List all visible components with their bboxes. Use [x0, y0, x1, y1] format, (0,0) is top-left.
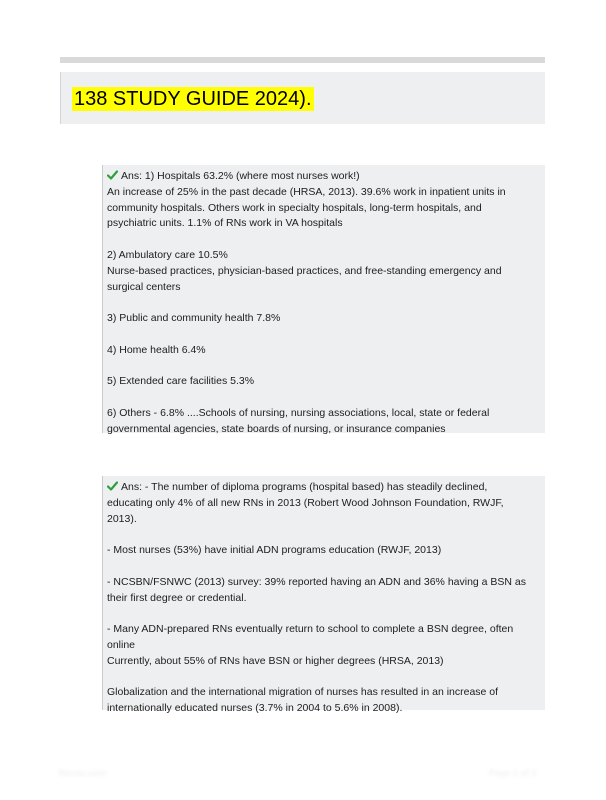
- answer-text: 6) Others - 6.8% ....Schools of nursing, nursing associations, local, state or federal: [107, 406, 490, 419]
- answer-line: [107, 622, 539, 638]
- answer-line: [107, 406, 539, 422]
- answer-paragraph: [107, 685, 539, 717]
- answer-line: [107, 374, 539, 390]
- check-icon: [107, 170, 118, 180]
- answer-box-2: [102, 476, 545, 715]
- answer-line: [107, 216, 539, 232]
- answer-text: 5) Extended care facilities 5.3%: [107, 375, 255, 388]
- answer-paragraph: [107, 406, 539, 438]
- answer-text: 4) Home health 6.4%: [107, 343, 206, 356]
- answer-text: - Most nurses (53%) have initial ADN programs education (RWJF, 2013): [107, 544, 442, 557]
- answer-line: [107, 185, 539, 201]
- answer-paragraph: [107, 169, 539, 232]
- answer-text: surgical centers: [107, 280, 181, 293]
- answer-line: [107, 343, 539, 359]
- answer-line: [107, 201, 539, 217]
- answer-line: [107, 169, 539, 185]
- answer-text: psychiatric units. 1.1% of RNs work in VA hospitals: [107, 217, 343, 230]
- answer-line: [107, 543, 539, 559]
- answer-text: Currently, about 55% of RNs have BSN or higher degrees (HRSA, 2013): [107, 654, 444, 667]
- answer-line: [107, 685, 539, 701]
- answer-line: [107, 311, 539, 327]
- answer-paragraph: [107, 480, 539, 527]
- title-box: [60, 72, 545, 124]
- answer-text: - Many ADN-prepared RNs eventually return to school to complete a BSN degree, often: [107, 623, 514, 636]
- answer-paragraph: [107, 311, 539, 327]
- answer-line: [107, 512, 539, 528]
- answer-line: [107, 422, 539, 438]
- answer-line: [107, 496, 539, 512]
- footer-site-name: Stuvia.com: [58, 768, 107, 778]
- footer-page-number: Page 1 of 2: [489, 768, 537, 778]
- answer-paragraph: [107, 374, 539, 390]
- answer-text: Ans: - The number of diploma programs (hospital based) has steadily declined,: [121, 481, 488, 493]
- answer-text: - NCSBN/FSNWC (2013) survey: 39% reported having an ADN and 36% having a BSN as: [107, 575, 527, 588]
- answer-line: [107, 654, 539, 670]
- answer-text: Nurse-based practices, physician-based practices, and free-standing emergency and: [107, 264, 502, 277]
- answer-text: 2013).: [107, 512, 137, 525]
- answer-paragraph: [107, 543, 539, 559]
- answer-text: 3) Public and community health 7.8%: [107, 312, 281, 325]
- answer-line: [107, 248, 539, 264]
- answer-paragraph: [107, 343, 539, 359]
- answer-paragraph: [107, 248, 539, 295]
- answer-text: their first degree or credential.: [107, 591, 247, 604]
- answer-text: Globalization and the international migration of nurses has resulted in an increase of: [107, 686, 499, 699]
- answer-box-1: [102, 165, 545, 433]
- answer-text: An increase of 25% in the past decade (HRSA, 2013). 39.6% work in inpatient units in: [107, 185, 506, 198]
- answer-line: [107, 638, 539, 654]
- answer-paragraph: [107, 622, 539, 669]
- answer-text: educating only 4% of all new RNs in 2013 (Robert Wood Johnson Foundation, RWJF,: [107, 496, 504, 509]
- answer-text: 2) Ambulatory care 10.5%: [107, 248, 228, 261]
- answer-line: [107, 280, 539, 296]
- answer-line: [107, 575, 539, 591]
- answer-text: governmental agencies, state boards of nursing, or insurance companies: [107, 422, 446, 435]
- top-rule: [60, 57, 545, 63]
- answer-line: [107, 701, 539, 717]
- answer-text: community hospitals. Others work in specialty hospitals, long-term hospitals, and: [107, 201, 482, 214]
- answer-line: [107, 591, 539, 607]
- answer-text: Ans: 1) Hospitals 63.2% (where most nurses work!): [121, 170, 360, 182]
- answer-text: online: [107, 638, 136, 651]
- check-icon: [107, 481, 118, 491]
- answer-line: [107, 480, 539, 496]
- answer-line: [107, 264, 539, 280]
- answer-text: internationally educated nurses (3.7% in 2004 to 5.6% in 2008).: [107, 702, 403, 715]
- page-title: 138 STUDY GUIDE 2024).: [74, 88, 312, 110]
- answer-paragraph: [107, 575, 539, 607]
